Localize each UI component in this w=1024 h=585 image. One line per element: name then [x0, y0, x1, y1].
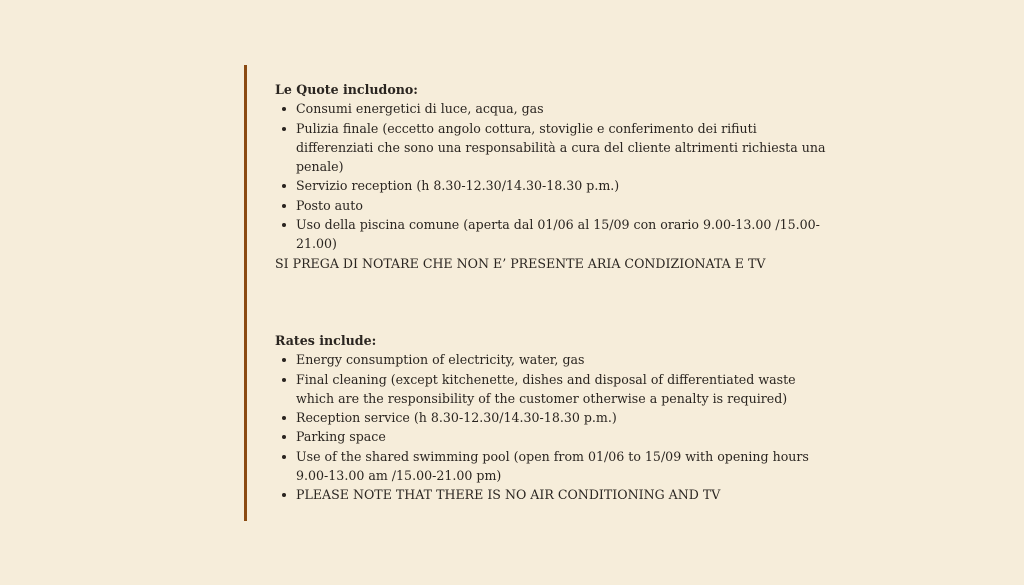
vertical-accent-rule: [244, 65, 247, 521]
italian-rates-list: [275, 99, 835, 253]
italian-item-pool: Uso della piscina comune (aperta dal 01/06 al 15/09 con orario 9.00-13.00 /15.00-21.00): [275, 215, 835, 254]
english-item-utilities: Energy consumption of electricity, water, gas: [275, 350, 835, 369]
english-rates-heading: Rates include:: [275, 333, 377, 348]
italian-item-final-cleaning: Pulizia finale (eccetto angolo cottura, stoviglie e conferimento dei rifiuti differenziati che sono una responsabilità a cura del cliente altrimenti richiesta una penale): [275, 119, 835, 177]
italian-rates-section: [275, 80, 835, 273]
italian-item-reception: Servizio reception (h 8.30-12.30/14.30-18.30 p.m.): [275, 176, 835, 195]
italian-rates-heading: Le Quote includono:: [275, 82, 418, 97]
italian-item-utilities: Consumi energetici di luce, acqua, gas: [275, 99, 835, 118]
english-item-no-ac-note: PLEASE NOTE THAT THERE IS NO AIR CONDITIONING AND TV: [275, 485, 835, 504]
english-rates-list: [275, 350, 835, 504]
english-item-parking: Parking space: [275, 427, 835, 446]
english-item-reception: Reception service (h 8.30-12.30/14.30-18.30 p.m.): [275, 408, 835, 427]
english-item-pool: Use of the shared swimming pool (open from 01/06 to 15/09 with opening hours 9.00-13.00 am /15.00-21.00 pm): [275, 447, 835, 486]
italian-no-ac-note: SI PREGA DI NOTARE CHE NON E’ PRESENTE ARIA CONDIZIONATA E TV: [275, 255, 766, 271]
english-rates-section: [275, 331, 835, 505]
italian-item-parking: Posto auto: [275, 196, 835, 215]
english-item-final-cleaning: Final cleaning (except kitchenette, dishes and disposal of differentiated waste which are the responsibility of the customer otherwise a penalty is required): [275, 370, 835, 409]
